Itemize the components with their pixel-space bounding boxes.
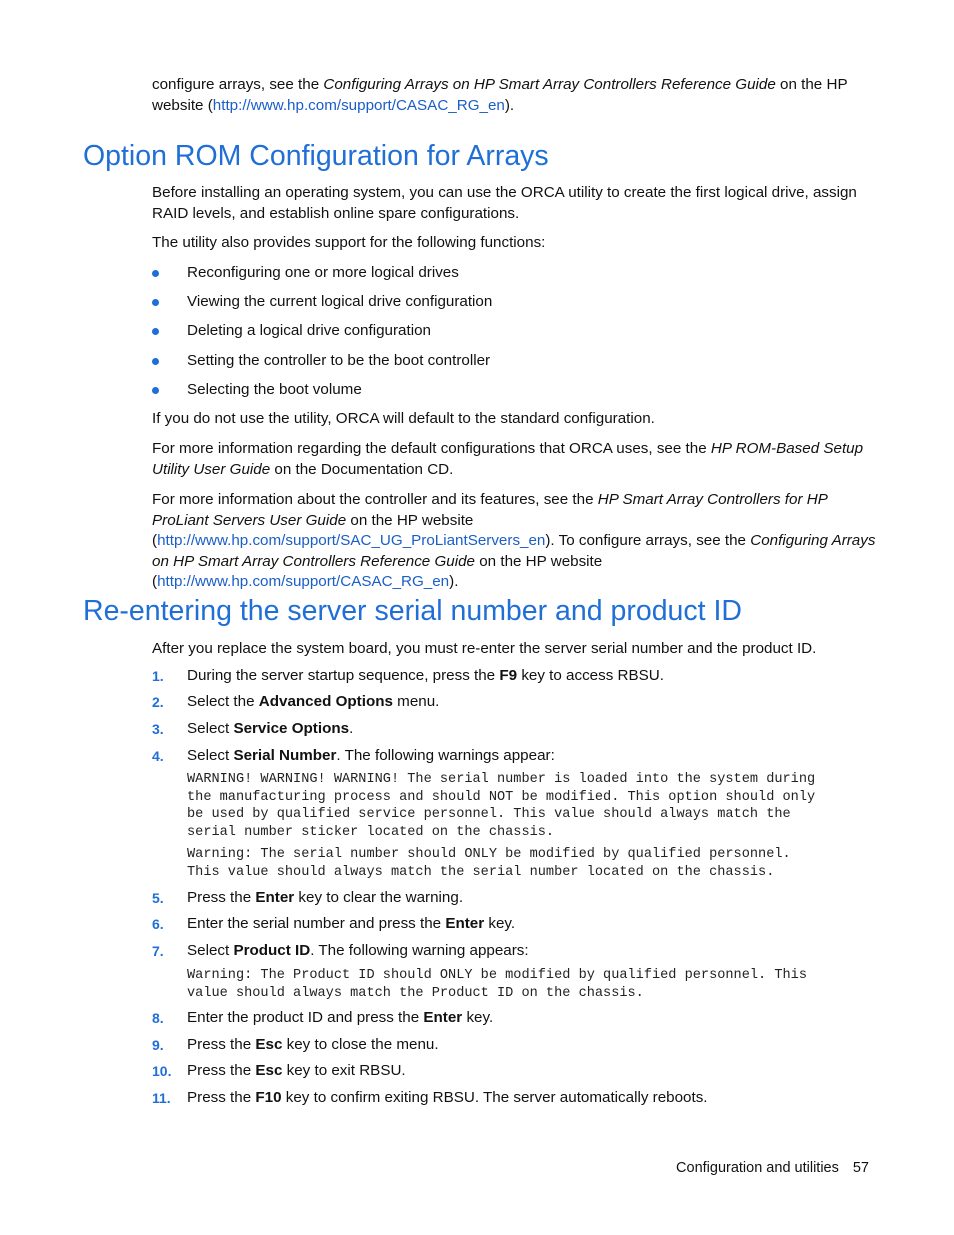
guide-title: HP Smart Array Controllers for HP ProLiant Servers User Guide [152,491,828,529]
bullet-icon [152,299,159,306]
guide-title: Configuring Arrays on HP Smart Array Controllers Reference Guide [323,76,776,93]
orca-paragraph-5: For more information about the controller and its features, see the HP Smart Array Controllers for HP ProLiant Servers User Guide on the HP website (http://www.hp.com/support/SAC_UG_ProLiantServers_en). To configure arrays, see the Configuring Arrays on HP Smart Array Controllers Reference Guide on the HP website (http://www.hp.com/support/CASAC_RG_en). [152,491,876,591]
bullet-icon [152,328,159,335]
page-footer [676,1158,869,1178]
page-number: 57 [852,1160,869,1176]
orca-paragraph-4: For more information regarding the default configurations that ORCA uses, see the HP ROM-Based Setup Utility User Guide on the Documentation CD. [152,440,864,478]
orca-paragraph-2: The utility also provides support for the following functions: [152,234,546,251]
guide-title: Configuring Arrays on HP Smart Array Controllers Reference Guide [152,532,876,570]
orca-paragraph-3: If you do not use the utility, ORCA will default to the standard configuration. [152,410,655,427]
bullet-icon [152,270,159,277]
serial-intro: After you replace the system board, you must re-enter the server serial number and the product ID. [152,640,817,657]
bullet-icon [152,387,159,394]
section-title-orca: Option ROM Configuration for Arrays [83,140,549,172]
code-warning-1: WARNING! WARNING! WARNING! The serial number is loaded into the system during the manufacturing process and should NOT be modified. This option should only be used by qualified service personnel. This value should always match the serial number sticker located on the chassis. [187,772,816,840]
intro-paragraph: configure arrays, see the Configuring Arrays on HP Smart Array Controllers Reference Guide on the HP website (http://www.hp.com/support/CASAC_RG_en). [152,76,848,114]
sac-ug-link[interactable]: http://www.hp.com/support/SAC_UG_ProLiantServers_en [157,532,546,550]
section-title-serial: Re-entering the server serial number and product ID [83,595,742,627]
orca-paragraph-1: Before installing an operating system, you can use the ORCA utility to create the first logical drive, assign RAID levels, and establish online spare configurations. [152,184,857,222]
footer-section-name: Configuration and utilities [676,1160,839,1176]
casac-link[interactable]: http://www.hp.com/support/CASAC_RG_en [157,573,450,591]
code-warning-3: Warning: The Product ID should ONLY be modified by qualified personnel. This value should always match the Product ID on the chassis. [187,968,807,1001]
casac-link[interactable]: http://www.hp.com/support/CASAC_RG_en [212,96,505,114]
code-warning-2: Warning: The serial number should ONLY be modified by qualified personnel. This value should always match the serial number located on the chassis. [187,847,791,880]
bullet-icon [152,358,159,365]
guide-title: HP ROM-Based Setup Utility User Guide [152,440,864,478]
